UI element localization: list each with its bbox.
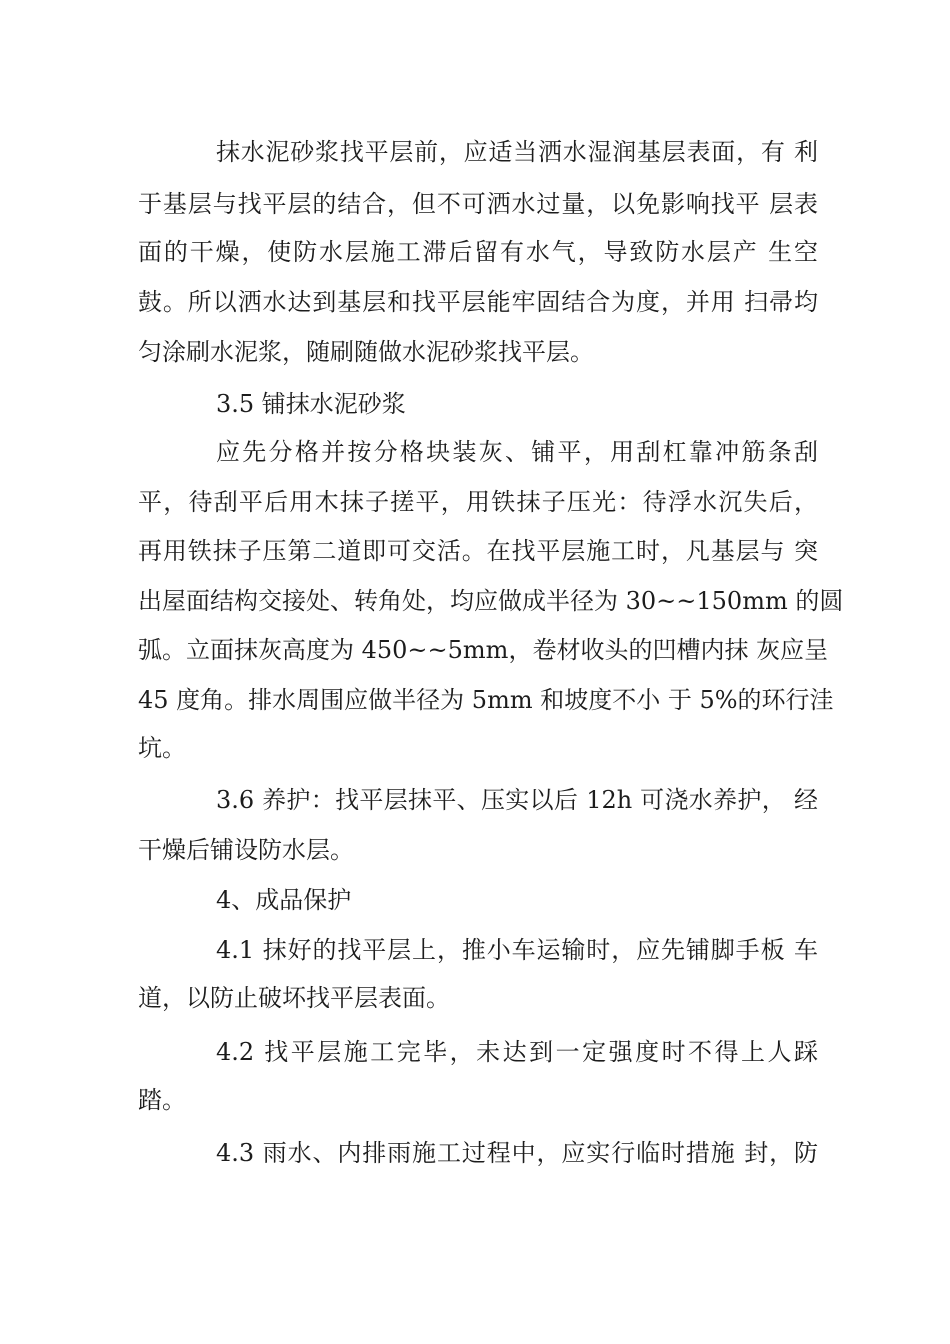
text-line-11: 弧。立面抹灰高度为 450~~5mm，卷材收头的凹槽内抹 灰应呈 bbox=[138, 636, 829, 664]
text-line-17: 4.1 抹好的找平层上，推小车运输时，应先铺脚手板 车 bbox=[216, 936, 818, 964]
text-line-19: 4.2 找平层施工完毕，未达到一定强度时不得上人踩 bbox=[216, 1038, 818, 1066]
text-line-10: 出屋面结构交接处、转角处，均应做成半径为 30~~150mm 的圆 bbox=[138, 587, 844, 615]
text-line-4: 鼓。所以洒水达到基层和找平层能牢固结合为度，并用 扫帚均 bbox=[138, 288, 818, 316]
text-line-1: 抹水泥砂浆找平层前，应适当洒水湿润基层表面，有 利 bbox=[216, 138, 818, 166]
text-line-18: 道，以防止破坏找平层表面。 bbox=[138, 984, 450, 1012]
text-line-21: 4.3 雨水、内排雨施工过程中，应实行临时措施 封，防 bbox=[216, 1139, 818, 1167]
text-line-9: 再用铁抹子压第二道即可交活。在找平层施工时，凡基层与 突 bbox=[138, 537, 818, 565]
section-heading-3-5: 3.5 铺抹水泥砂浆 bbox=[216, 390, 406, 418]
section-heading-4: 4、成品保护 bbox=[216, 886, 352, 914]
text-line-14: 3.6 养护：找平层抹平、压实以后 12h 可浇水养护， 经 bbox=[216, 786, 818, 814]
text-line-13: 坑。 bbox=[138, 734, 186, 762]
text-line-3: 面的干燥，使防水层施工滞后留有水气，导致防水层产 生空 bbox=[138, 238, 818, 266]
text-line-12: 45 度角。排水周围应做半径为 5mm 和坡度不小 于 5%的环行洼 bbox=[138, 686, 834, 714]
text-line-2: 于基层与找平层的结合，但不可洒水过量，以免影响找平 层表 bbox=[138, 190, 818, 218]
text-line-7: 应先分格并按分格块装灰、铺平，用刮杠靠冲筋条刮 bbox=[216, 438, 818, 466]
text-line-8: 平，待刮平后用木抹子搓平，用铁抹子压光：待浮水沉失后， bbox=[138, 488, 818, 516]
text-line-15: 干燥后铺设防水层。 bbox=[138, 836, 354, 864]
text-line-20: 踏。 bbox=[138, 1086, 186, 1114]
text-line-5: 匀涂刷水泥浆，随刷随做水泥砂浆找平层。 bbox=[138, 338, 594, 366]
